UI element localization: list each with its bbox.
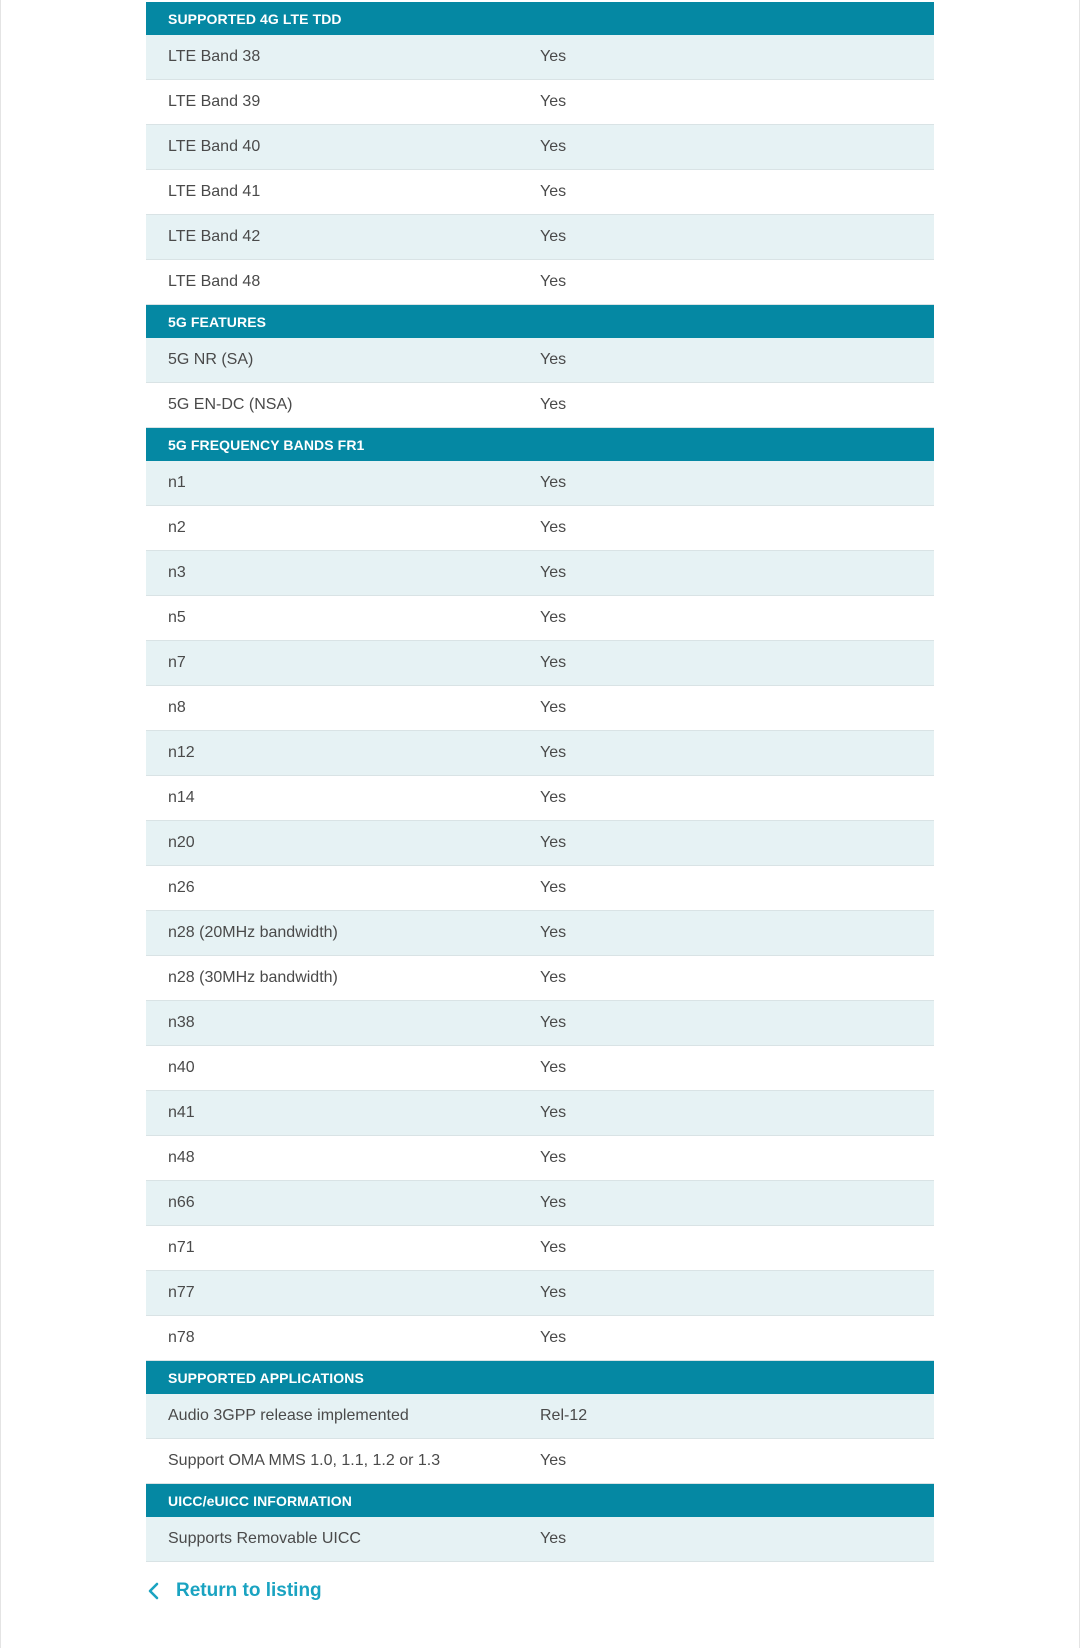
- row-label: LTE Band 38: [168, 48, 261, 65]
- row-value: Yes: [540, 654, 567, 671]
- section-header: 5G FREQUENCY BANDS FR1: [146, 428, 934, 461]
- table-row: [146, 911, 934, 956]
- chevron-left-icon: [146, 1582, 162, 1600]
- row-label: LTE Band 41: [168, 183, 261, 200]
- row-value: Yes: [540, 1104, 567, 1121]
- row-label: LTE Band 48: [168, 273, 261, 290]
- table-row: [146, 260, 934, 305]
- row-label: Audio 3GPP release implemented: [168, 1407, 409, 1424]
- table-row: [146, 1394, 934, 1439]
- row-label: n12: [168, 744, 195, 761]
- row-value: Yes: [540, 1530, 567, 1547]
- row-value: Yes: [540, 564, 567, 581]
- row-label: n20: [168, 834, 195, 851]
- table-row: [146, 215, 934, 260]
- row-label: n14: [168, 789, 195, 806]
- table-row: [146, 731, 934, 776]
- table-row: [146, 1001, 934, 1046]
- row-label: n41: [168, 1104, 195, 1121]
- page-border-left: [0, 0, 1, 1648]
- row-value: Yes: [540, 969, 567, 986]
- row-value: Yes: [540, 1284, 567, 1301]
- row-value: Yes: [540, 1014, 567, 1031]
- row-label: LTE Band 39: [168, 93, 261, 110]
- row-value: Yes: [540, 1239, 567, 1256]
- row-value: Yes: [540, 609, 567, 626]
- row-label: n8: [168, 699, 186, 716]
- row-label: 5G EN-DC (NSA): [168, 396, 293, 413]
- row-label: Support OMA MMS 1.0, 1.1, 1.2 or 1.3: [168, 1452, 441, 1469]
- row-label: n1: [168, 474, 186, 491]
- table-row: [146, 35, 934, 80]
- row-value: Yes: [540, 48, 567, 65]
- row-label: n38: [168, 1014, 195, 1031]
- row-label: n40: [168, 1059, 195, 1076]
- table-row: [146, 80, 934, 125]
- row-value: Yes: [540, 1329, 567, 1346]
- table-row: [146, 170, 934, 215]
- row-label: LTE Band 40: [168, 138, 261, 155]
- table-row: [146, 956, 934, 1001]
- row-label: n77: [168, 1284, 195, 1301]
- section-header: SUPPORTED APPLICATIONS: [146, 1361, 934, 1394]
- table-row: [146, 641, 934, 686]
- table-row: [146, 461, 934, 506]
- table-row: [146, 1517, 934, 1562]
- row-value: Yes: [540, 138, 567, 155]
- row-label: n28 (30MHz bandwidth): [168, 969, 338, 986]
- table-row: [146, 1046, 934, 1091]
- table-row: [146, 866, 934, 911]
- table-row: [146, 338, 934, 383]
- row-value: Rel-12: [540, 1407, 588, 1424]
- row-label: n26: [168, 879, 195, 896]
- table-row: [146, 776, 934, 821]
- table-row: [146, 551, 934, 596]
- row-value: Yes: [540, 396, 567, 413]
- table-row: [146, 1181, 934, 1226]
- row-label: n78: [168, 1329, 195, 1346]
- row-value: Yes: [540, 273, 567, 290]
- row-value: Yes: [540, 1059, 567, 1076]
- table-row: [146, 686, 934, 731]
- row-label: n48: [168, 1149, 195, 1166]
- section-header: 5G FEATURES: [146, 305, 934, 338]
- table-row: [146, 1136, 934, 1181]
- table-row: [146, 821, 934, 866]
- row-value: Yes: [540, 744, 567, 761]
- row-value: Yes: [540, 879, 567, 896]
- table-row: [146, 1439, 934, 1484]
- row-value: Yes: [540, 183, 567, 200]
- row-label: n71: [168, 1239, 195, 1256]
- row-label: n66: [168, 1194, 195, 1211]
- row-label: 5G NR (SA): [168, 351, 254, 368]
- section-header: UICC/eUICC INFORMATION: [146, 1484, 934, 1517]
- row-label: n7: [168, 654, 186, 671]
- table-row: [146, 1271, 934, 1316]
- table-row: [146, 383, 934, 428]
- row-value: Yes: [540, 699, 567, 716]
- row-label: Supports Removable UICC: [168, 1530, 361, 1547]
- row-label: n5: [168, 609, 186, 626]
- row-value: Yes: [540, 924, 567, 941]
- row-label: n2: [168, 519, 186, 536]
- row-value: Yes: [540, 1452, 567, 1469]
- table-row: [146, 1316, 934, 1361]
- row-value: Yes: [540, 351, 567, 368]
- row-label: LTE Band 42: [168, 228, 261, 245]
- row-value: Yes: [540, 93, 567, 110]
- row-value: Yes: [540, 1194, 567, 1211]
- row-label: n3: [168, 564, 186, 581]
- row-value: Yes: [540, 474, 567, 491]
- return-to-listing-link[interactable]: [146, 1580, 322, 1602]
- row-value: Yes: [540, 519, 567, 536]
- table-row: [146, 596, 934, 641]
- table-row: [146, 506, 934, 551]
- return-link-label: Return to listing: [176, 1580, 322, 1601]
- row-label: n28 (20MHz bandwidth): [168, 924, 338, 941]
- table-row: [146, 125, 934, 170]
- row-value: Yes: [540, 834, 567, 851]
- section-header: SUPPORTED 4G LTE TDD: [146, 2, 934, 35]
- row-value: Yes: [540, 1149, 567, 1166]
- spec-table: [146, 2, 934, 1562]
- table-row: [146, 1091, 934, 1136]
- row-value: Yes: [540, 789, 567, 806]
- table-row: [146, 1226, 934, 1271]
- row-value: Yes: [540, 228, 567, 245]
